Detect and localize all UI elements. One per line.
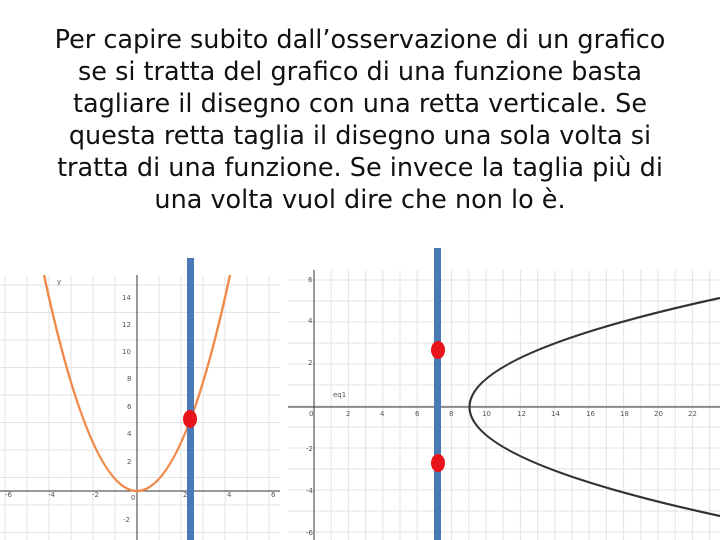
text-line-3: tagliare il disegno con una retta verticale. Se (72, 89, 648, 119)
right-graph (288, 270, 720, 540)
right-x-tick: 16 (586, 410, 595, 418)
right-x-tick: 18 (620, 410, 629, 418)
intersection-point-right-bottom (431, 454, 445, 472)
right-x-tick: 22 (688, 410, 697, 418)
right-y-tick: 6 (308, 276, 313, 284)
intersection-point-left (183, 410, 197, 428)
vertical-test-line-right (434, 248, 441, 540)
left-graph-background (0, 275, 280, 540)
text-line-1: Per capire subito dall’osservazione di un grafico (54, 25, 666, 55)
right-x-tick: 2 (346, 410, 351, 418)
right-x-tick: 0 (309, 410, 314, 418)
right-y-tick: -6 (306, 529, 313, 537)
right-x-tick: 20 (654, 410, 663, 418)
left-y-tick: 10 (122, 348, 131, 356)
right-curve-label: eq1 (333, 391, 347, 399)
left-graph (0, 275, 280, 540)
right-x-tick: 14 (551, 410, 560, 418)
right-y-tick: -2 (306, 445, 313, 453)
left-x-tick: 6 (271, 491, 276, 499)
left-y-tick: 12 (122, 321, 131, 329)
left-y-tick: 4 (127, 430, 132, 438)
left-y-tick: -2 (123, 516, 130, 524)
left-x-tick: 4 (227, 491, 232, 499)
left-y-tick: 8 (127, 375, 132, 383)
left-y-axis-label: y (57, 278, 62, 286)
left-y-tick: 2 (127, 458, 132, 466)
text-line-2: se si tratta del grafico di una funzione basta (77, 57, 643, 87)
intersection-point-right-top (431, 341, 445, 359)
right-x-tick: 4 (380, 410, 385, 418)
right-y-tick: -4 (306, 487, 313, 495)
text-line-5: tratta di una funzione. Se invece la taglia più di (57, 153, 663, 183)
right-x-tick: 6 (415, 410, 420, 418)
left-y-tick: 14 (122, 294, 131, 302)
text-line-4: questa retta taglia il disegno una sola volta si (68, 121, 652, 151)
text-line-6: una volta vuol dire che non lo è. (154, 185, 566, 215)
right-y-tick: 4 (308, 317, 313, 325)
right-x-tick: 8 (449, 410, 454, 418)
left-x-tick: -4 (48, 491, 55, 499)
right-y-tick: 2 (308, 359, 313, 367)
left-x-tick: -6 (5, 491, 12, 499)
left-x-tick: -2 (92, 491, 99, 499)
vertical-test-line-left (187, 258, 194, 540)
right-x-tick: 12 (517, 410, 526, 418)
right-graph-background (288, 270, 720, 540)
right-x-tick: 10 (482, 410, 491, 418)
left-y-tick: 6 (127, 403, 132, 411)
left-x-tick: 2 (183, 491, 188, 499)
left-x-tick: 0 (131, 494, 136, 502)
